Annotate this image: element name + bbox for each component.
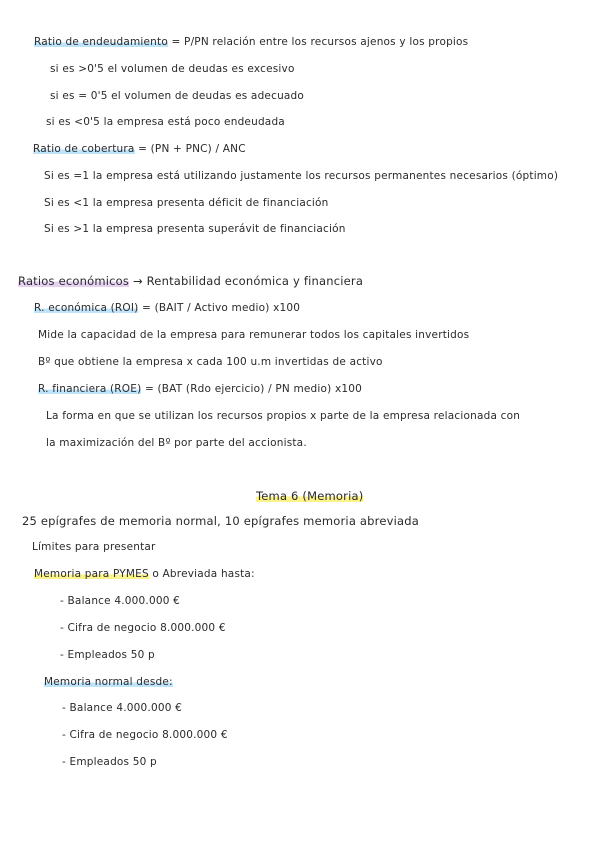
- normal-line: [44, 675, 173, 689]
- ratio-cobertura-formula: = (PN + PNC) / ANC: [138, 143, 246, 155]
- tema-title-text: Tema 6 (Memoria): [256, 489, 364, 503]
- normal-balance: - Balance 4.000.000 €: [62, 702, 182, 714]
- cobertura-case-3: Si es >1 la empresa presenta superávit de financiación: [44, 223, 346, 235]
- roe-line: [38, 382, 362, 396]
- ratios-economicos-term: Ratios económicos: [18, 274, 130, 288]
- pymes-line: [34, 567, 255, 581]
- tema-title: [256, 489, 363, 503]
- roe-formula: = (BAT (Rdo ejercicio) / PN medio) x100: [144, 383, 363, 395]
- roi-line: [34, 301, 300, 315]
- ratio-endeudamiento-line: [34, 35, 468, 49]
- normal-empleados: - Empleados 50 p: [62, 756, 157, 768]
- roe-description-2: la maximización del Bº por parte del accionista.: [46, 437, 307, 449]
- pymes-term: Memoria para PYMES: [34, 568, 149, 580]
- ratios-economicos-subtitle: → Rentabilidad económica y financiera: [132, 274, 364, 288]
- roi-formula: = (BAIT / Activo medio) x100: [142, 302, 301, 314]
- ratios-economicos-heading: [18, 274, 363, 288]
- ratio-endeudamiento-term: Ratio de endeudamiento: [34, 36, 168, 48]
- roi-description-1: Mide la capacidad de la empresa para remunerar todos los capitales invertidos: [38, 329, 470, 341]
- endeudamiento-case-2: si es = 0'5 el volumen de deudas es adecuado: [50, 90, 305, 102]
- cobertura-case-1: Si es =1 la empresa está utilizando justamente los recursos permanentes necesarios (óptimo): [44, 170, 559, 182]
- pymes-balance: - Balance 4.000.000 €: [60, 595, 180, 607]
- pymes-cifra-negocio: - Cifra de negocio 8.000.000 €: [60, 622, 226, 634]
- normal-term: Memoria normal desde:: [44, 676, 173, 688]
- roe-description-1: La forma en que se utilizan los recursos propios x parte de la empresa relacionada con: [46, 410, 521, 422]
- pymes-rest: o Abreviada hasta:: [152, 568, 255, 580]
- roi-term: R. económica (ROI): [34, 302, 139, 314]
- epigrafes-line: 25 epígrafes de memoria normal, 10 epígrafes memoria abreviada: [22, 514, 420, 528]
- ratio-endeudamiento-definition: = P/PN relación entre los recursos ajenos y los propios: [171, 36, 469, 48]
- roe-term: R. financiera (ROE): [38, 383, 142, 395]
- roi-description-2: Bº que obtiene la empresa x cada 100 u.m invertidas de activo: [38, 356, 383, 368]
- ratio-cobertura-line: [33, 142, 246, 156]
- ratio-cobertura-term: Ratio de cobertura: [33, 143, 135, 155]
- pymes-empleados: - Empleados 50 p: [60, 649, 155, 661]
- cobertura-case-2: Si es <1 la empresa presenta déficit de financiación: [44, 197, 329, 209]
- limites-line: Límites para presentar: [32, 541, 156, 553]
- normal-cifra-negocio: - Cifra de negocio 8.000.000 €: [62, 729, 228, 741]
- endeudamiento-case-1: si es >0'5 el volumen de deudas es excesivo: [50, 63, 295, 75]
- endeudamiento-case-3: si es <0'5 la empresa está poco endeudada: [46, 116, 285, 128]
